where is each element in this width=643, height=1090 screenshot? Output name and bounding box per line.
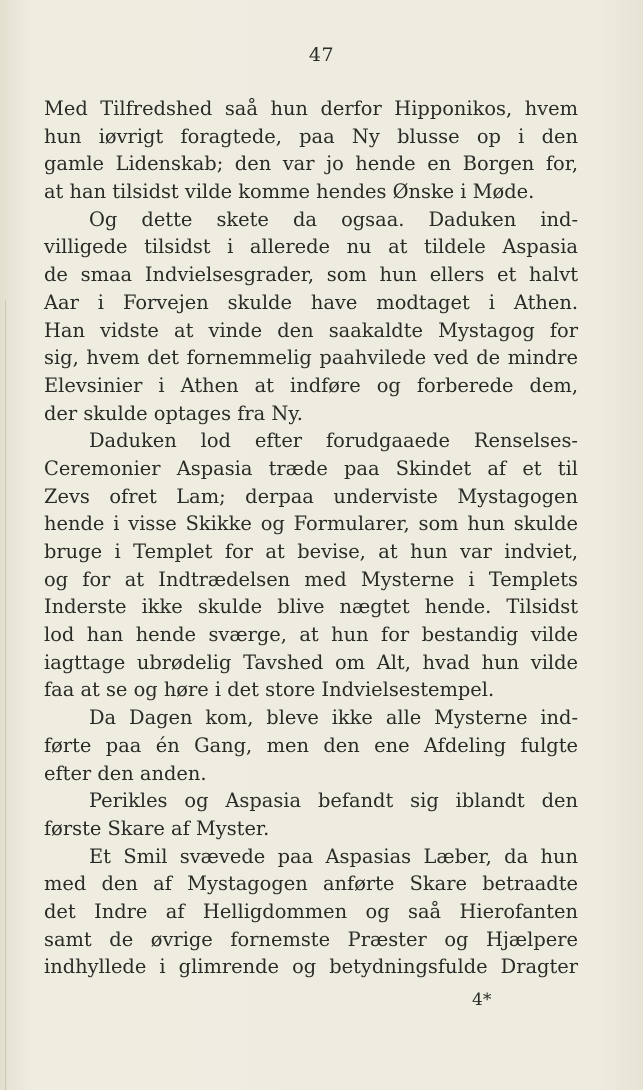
paragraph-start-line: Og dette skete da ogsaa. Daduken ind-	[89, 207, 578, 231]
text-line: hende i visse Skikke og Formularer, som hun skulde	[44, 512, 578, 536]
text-line: med den af Mystagogen anførte Skare betraadte	[44, 872, 578, 896]
signature-mark: 4*	[472, 990, 492, 1010]
text-line: bruge i Templet for at bevise, at hun var indviet,	[44, 540, 578, 563]
text-line: at han tilsidst vilde komme hendes Ønske i Møde.	[44, 180, 535, 204]
text-line: det Indre af Helligdommen og saå Hierofanten	[44, 899, 578, 923]
text-line: Ceremonier Aspasia træde paa Skindet af et til	[44, 456, 578, 480]
text-line: sig, hvem det fornemmelig paahvilede ved de mindre	[44, 346, 578, 370]
text-line: de smaa Indvielsesgrader, som hun ellers et halvt	[44, 263, 578, 287]
text-line: samt de øvrige fornemste Præster og Hjælpere	[44, 927, 578, 951]
text-line: Inderste ikke skulde blive nægtet hende. Tilsidst	[44, 595, 578, 619]
text-line: første Skare af Myster.	[44, 816, 270, 840]
paragraph-start-line: Da Dagen kom, bleve ikke alle Mysterne ind-	[89, 706, 578, 730]
text-line: indhyllede i glimrende og betydningsfulde Dragter	[44, 955, 578, 979]
text-line: iagttage ubrødelig Tavshed om Alt, hvad hun vilde	[44, 650, 578, 674]
text-line: lod han hende sværge, at hun for bestandig vilde	[44, 623, 578, 647]
text-line: Aar i Forvejen skulde have modtaget i Athen.	[44, 290, 578, 314]
text-line: efter den anden.	[44, 761, 207, 785]
text-line: der skulde optages fra Ny.	[44, 401, 303, 425]
text-line: faa at se og høre i det store Indvielsestempel.	[44, 678, 495, 702]
page-number: 47	[308, 44, 335, 66]
text-line: villigede tilsidst i allerede nu at tildele Aspasia	[44, 235, 578, 259]
paragraph-start-line: Daduken lod efter forudgaaede Renselses-	[89, 429, 578, 453]
paragraph-start-line: Perikles og Aspasia befandt sig iblandt den	[89, 789, 578, 813]
text-line: Zevs ofret Lam; derpaa underviste Mystagogen	[44, 484, 578, 508]
text-line: og for at Indtrædelsen med Mysterne i Templets	[44, 567, 578, 591]
paragraph-start-line: Et Smil svævede paa Aspasias Læber, da hun	[89, 844, 578, 868]
text-line: Han vidste at vinde den saakaldte Mystagog for	[44, 318, 578, 342]
text-line: gamle Lidenskab; den var jo hende en Borgen for,	[44, 152, 578, 176]
text-line: førte paa én Gang, men den ene Afdeling fulgte	[44, 733, 578, 757]
page-edge-line	[5, 300, 6, 1090]
text-line: Elevsinier i Athen at indføre og forberede dem,	[44, 373, 578, 397]
text-line: hun iøvrigt foragtede, paa Ny blusse op i den	[44, 124, 578, 148]
body-text	[44, 95, 578, 981]
text-line: Med Tilfredshed saå hun derfor Hipponikos, hvem	[44, 97, 578, 120]
